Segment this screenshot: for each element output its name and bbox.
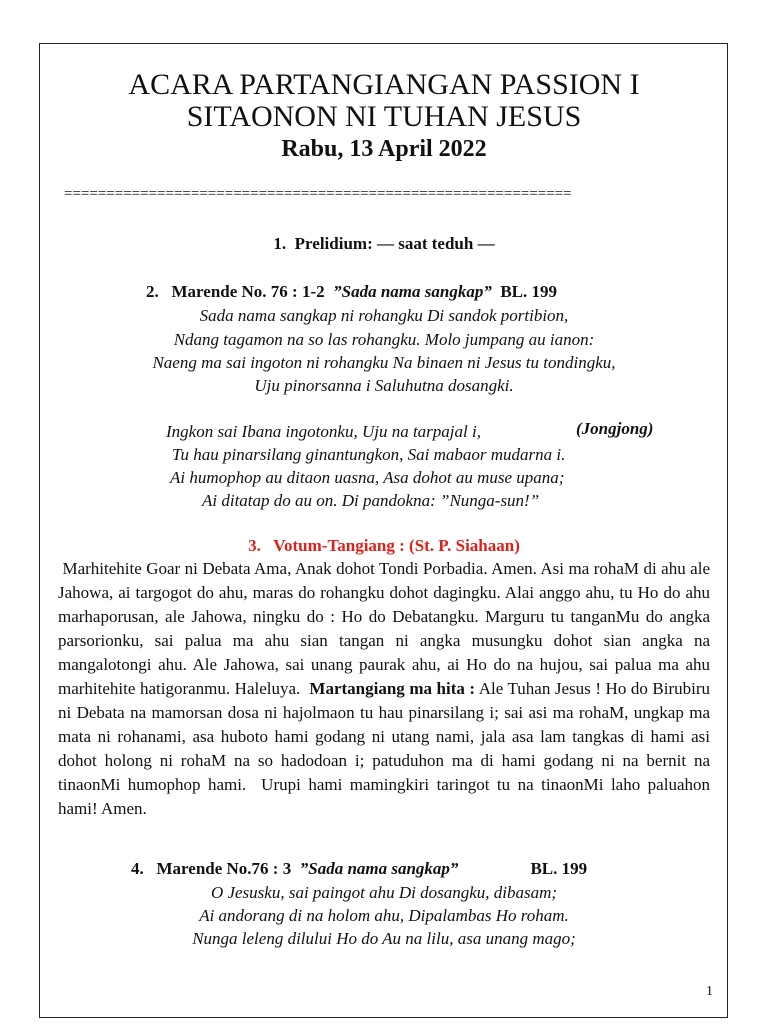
verse-3-line-3: Nunga leleng dilului Ho do Au na lilu, asa unang mago;: [192, 929, 576, 948]
item-4-number-label: 4. Marende No.76 : 3: [131, 859, 300, 878]
item-2-book-ref: BL. 199: [500, 282, 558, 301]
votum-prayer-paragraph: [58, 557, 710, 821]
item-2-number-label: 2. Marende No. 76 : 1-2: [146, 282, 334, 301]
item-2-heading: [146, 282, 557, 302]
item-3-heading: 3. Votum-Tangiang : (St. P. Siahaan): [248, 536, 520, 555]
votum-text: Marhitehite Goar ni Debata Ama, Anak dohot Tondi Porbadia. Amen. Asi ma rohaM di ahu ale Jahowa, ai targogot do ahu, maras do rohangku dohot dagingku. Alai anggo ahu, tu Ho do ahu marhaporusan, ale Jahowa, ningku do : Ho do Debatangku. Marguru tu tanganMu do angka parsorionku, sai palua ma ahu sian tangan ni angka musungku dohot sian angka na mangalotongi ahu. Ale Jahowa, sai unang paurak ahu, ai Ho do na hujou, sai palua ma ahu marhitehite hatigoranmu. Haleluya.: [58, 559, 710, 698]
verse-1-line-2: Ndang tagamon na so las rohangku. Molo jumpang au ianon:: [173, 330, 595, 349]
item-2-song-title: ”Sada nama sangkap”: [333, 282, 492, 301]
item-1-prelude: 1. Prelidium: — saat teduh —: [273, 234, 495, 253]
verse-1-line-1: Sada nama sangkap ni rohangku Di sandok portibion,: [199, 306, 569, 325]
verse-1-line-3: Naeng ma sai ingoton ni rohangku Na binaen ni Jesus tu tondingku,: [152, 353, 616, 372]
page-number: 1: [706, 984, 713, 999]
verse-3-line-2: Ai andorang di na holom ahu, Dipalambas Ho roham.: [199, 906, 569, 925]
item-4-book-ref: BL. 199: [530, 859, 588, 878]
service-date: Rabu, 13 April 2022: [281, 136, 487, 162]
verse-2-line-2: Tu hau pinarsilang ginantungkon, Sai mabaor mudarna i.: [172, 445, 566, 464]
title-line-2: SITAONON NI TUHAN JESUS: [186, 100, 582, 133]
title-line-1: ACARA PARTANGIANGAN PASSION I: [128, 68, 640, 101]
verse-3-line-1: O Jesusku, sai paingot ahu Di dosangku, dibasam;: [210, 883, 558, 902]
prayer-text: Ale Tuhan Jesus ! Ho do Birubiru ni Debata na mamorsan dosa ni hajolmaon tu hau pinarsilang i; sai asi ma rohaM, ungkap ma mata ni rohanami, asa huboto hami godang ni utang nami, jala asa lam tangkas di hami asi dohot holong ni rohaM na so hadodoan i; patuduhon ma di hami godang ni na bernit na tinaonMi humophop hami. Urupi hami mamingkiri taringot tu na tinaonMi laho paluahon hami! Amen.: [58, 679, 711, 818]
verse-2-line-1: Ingkon sai Ibana ingotonku, Uju na tarpajal i,: [166, 422, 481, 441]
verse-2-tag: (Jongjong): [576, 419, 654, 438]
prayer-call: Martangiang ma hita :: [309, 679, 476, 698]
item-4-heading: [131, 859, 587, 879]
item-4-song-title: ”Sada nama sangkap”: [299, 859, 459, 878]
verse-2-line-3: Ai humophop au ditaon uasna, Asa dohot au muse upana;: [170, 468, 565, 487]
verse-1-line-4: Uju pinorsanna i Saluhutna dosangki.: [254, 376, 514, 395]
separator-line: ============================================================: [64, 186, 572, 202]
verse-2-line-4: Ai ditatap do au on. Di pandokna: ”Nunga-sun!”: [202, 491, 540, 510]
